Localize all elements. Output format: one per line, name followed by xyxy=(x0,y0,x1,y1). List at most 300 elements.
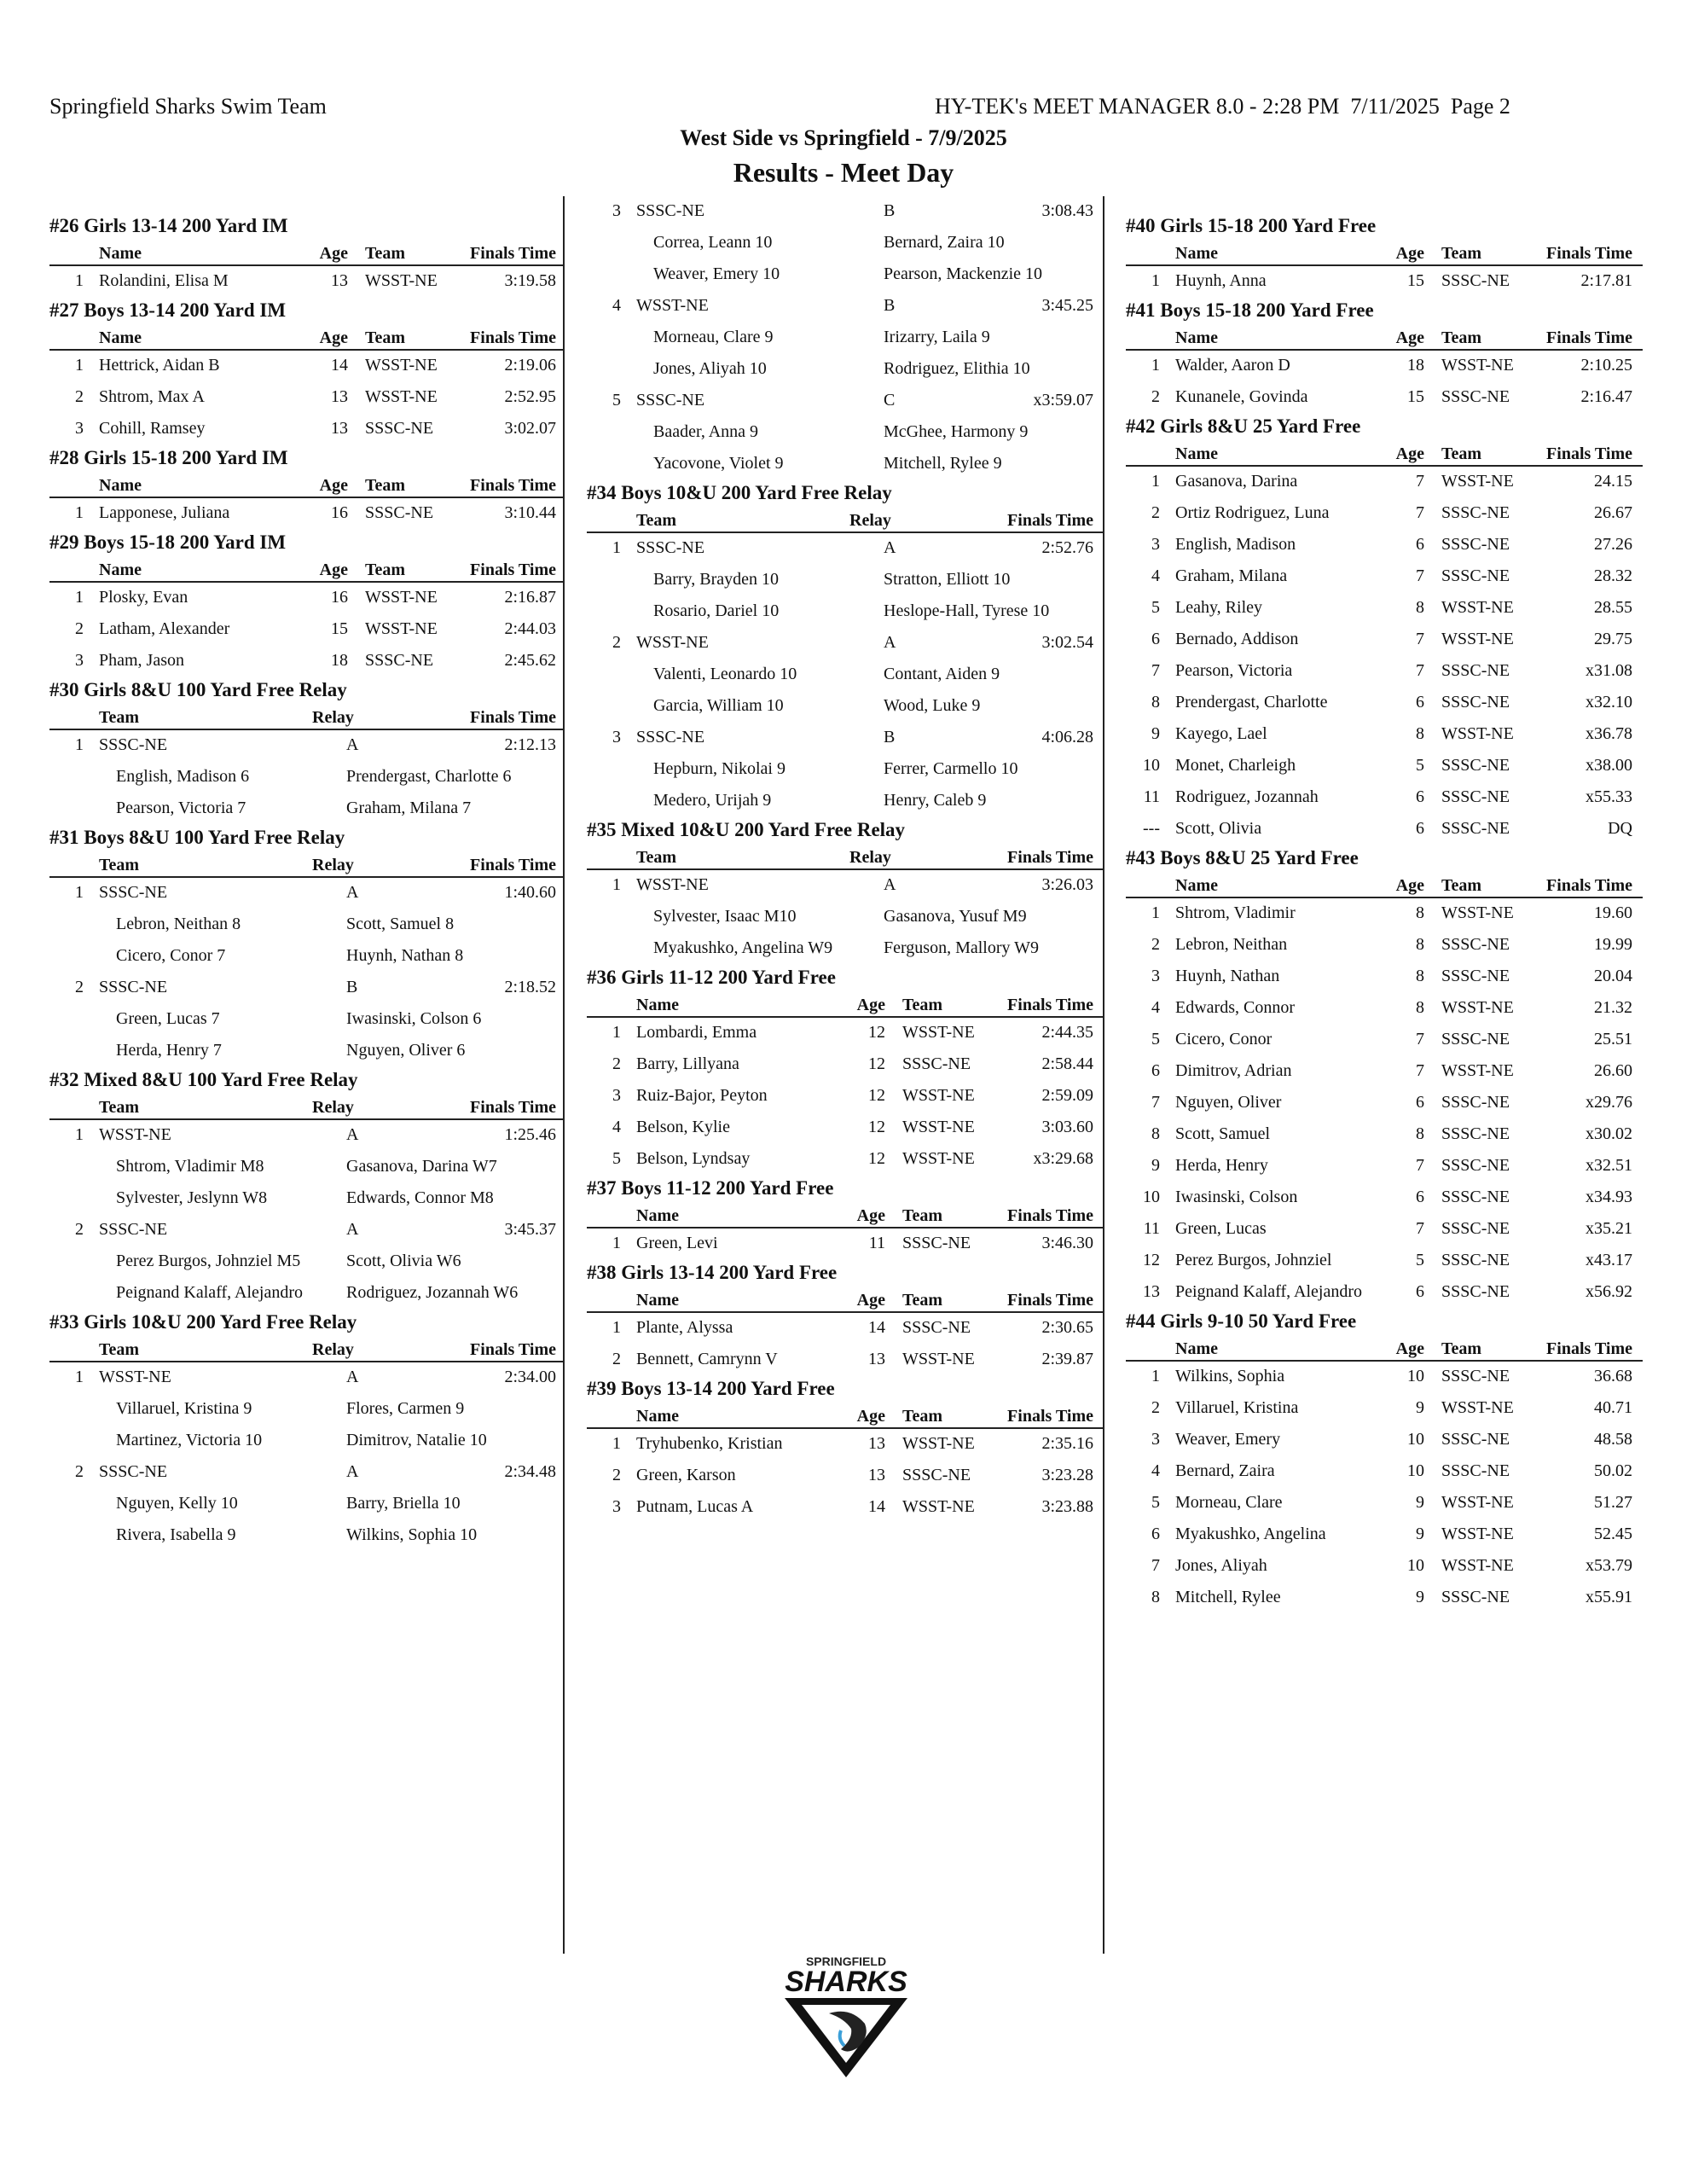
swimmer-name: Ortiz Rodriguez, Luna xyxy=(1175,503,1330,522)
team: SSSC-NE xyxy=(1441,756,1510,775)
col-time-header: Finals Time xyxy=(470,708,556,727)
col-time-header: Finals Time xyxy=(470,244,556,263)
finals-time: 2:45.62 xyxy=(504,651,556,670)
age: 10 xyxy=(1407,1367,1424,1385)
event-title: #30 Girls 8&U 100 Yard Free Relay xyxy=(49,679,347,700)
finals-time: 28.55 xyxy=(1594,598,1632,617)
logo-main-text: SHARKS xyxy=(785,1966,907,1998)
relay-swimmers-row xyxy=(49,1489,563,1520)
age: 18 xyxy=(331,651,348,670)
event-title: #38 Girls 13-14 200 Yard Free xyxy=(587,1262,838,1283)
swimmer-name: Lebron, Neithan xyxy=(1175,935,1288,954)
place: 11 xyxy=(1143,787,1160,806)
software-header: HY-TEK's MEET MANAGER 8.0 - 2:28 PM 7/11/2025 Page 2 xyxy=(935,94,1510,119)
col-relay-header: Relay xyxy=(312,856,354,874)
relay-team: SSSC-NE xyxy=(99,735,168,754)
col-team-header: Team xyxy=(1441,444,1482,463)
team: WSST-NE xyxy=(365,356,438,375)
result-row xyxy=(1126,467,1643,498)
relay-team: WSST-NE xyxy=(636,633,709,652)
place: 3 xyxy=(612,1086,621,1105)
age: 13 xyxy=(331,271,348,290)
place: --- xyxy=(1143,819,1160,838)
event-title: #39 Boys 13-14 200 Yard Free xyxy=(587,1378,835,1399)
col-age-header: Age xyxy=(319,328,348,347)
col-team-header: Team xyxy=(365,328,406,347)
finals-time: 19.99 xyxy=(1594,935,1632,954)
relay-swimmers-row xyxy=(587,228,1103,259)
relay-swimmer: Perez Burgos, Johnziel M5 xyxy=(116,1252,301,1270)
relay-row xyxy=(49,973,563,1004)
col-team-header: Team xyxy=(99,856,140,874)
event-title: #31 Boys 8&U 100 Yard Free Relay xyxy=(49,827,345,848)
swimmer-name: Putnam, Lucas A xyxy=(636,1497,754,1516)
col-team-header: Team xyxy=(365,476,406,495)
age: 7 xyxy=(1416,1061,1424,1080)
age: 5 xyxy=(1416,756,1424,775)
relay-swimmer: Dimitrov, Natalie 10 xyxy=(346,1431,487,1449)
event-block xyxy=(587,480,1103,817)
swimmer-name: Huynh, Anna xyxy=(1175,271,1267,290)
col-team-header: Team xyxy=(365,561,406,579)
team: SSSC-NE xyxy=(1441,1188,1510,1206)
age: 13 xyxy=(868,1434,885,1453)
team: WSST-NE xyxy=(1441,998,1514,1017)
place: 1 xyxy=(75,588,84,607)
place: 1 xyxy=(75,735,84,754)
table-header xyxy=(1126,871,1643,898)
col-team-header: Team xyxy=(99,1340,140,1359)
page-title: Results - Meet Day xyxy=(733,157,954,188)
relay-swimmer: Henry, Caleb 9 xyxy=(884,791,987,810)
finals-time: x43.17 xyxy=(1586,1251,1632,1269)
result-row xyxy=(587,1345,1103,1376)
result-row xyxy=(1126,498,1643,530)
team: WSST-NE xyxy=(1441,356,1514,375)
result-row xyxy=(587,1461,1103,1492)
event-title: #27 Boys 13-14 200 Yard IM xyxy=(49,299,287,321)
col-time-header: Finals Time xyxy=(470,328,556,347)
table-header xyxy=(587,990,1103,1018)
age: 12 xyxy=(868,1054,885,1073)
col-name-header: Name xyxy=(99,561,142,579)
finals-time: 2:44.03 xyxy=(504,619,556,638)
relay-swimmers-row xyxy=(587,259,1103,291)
relay-swimmers-row xyxy=(587,417,1103,449)
relay-letter: A xyxy=(346,1220,359,1239)
finals-time: 2:52.95 xyxy=(504,387,556,406)
age: 6 xyxy=(1416,1093,1424,1112)
age: 7 xyxy=(1416,472,1424,491)
table-header xyxy=(587,506,1103,533)
finals-time: 2:59.09 xyxy=(1041,1086,1093,1105)
col-age-header: Age xyxy=(856,1407,885,1426)
age: 9 xyxy=(1416,1493,1424,1512)
relay-letter: A xyxy=(346,1368,359,1386)
relay-swimmer: Medero, Urijah 9 xyxy=(653,791,772,810)
swimmer-name: Iwasinski, Colson xyxy=(1175,1188,1298,1206)
team: SSSC-NE xyxy=(1441,271,1510,290)
result-row xyxy=(1126,351,1643,382)
results-column-1 xyxy=(49,213,563,1552)
swimmer-name: Weaver, Emery xyxy=(1175,1430,1281,1449)
result-row xyxy=(587,1049,1103,1081)
table-header xyxy=(49,471,563,498)
place: 5 xyxy=(1151,1030,1160,1048)
swimmer-name: Plosky, Evan xyxy=(99,588,188,607)
result-row xyxy=(49,583,563,614)
col-time-header: Finals Time xyxy=(1546,1339,1632,1358)
table-header xyxy=(587,1286,1103,1313)
result-row xyxy=(1126,1182,1643,1214)
col-team-header: Team xyxy=(99,708,140,727)
finals-time: 25.51 xyxy=(1594,1030,1632,1048)
finals-time: 3:08.43 xyxy=(1041,201,1093,220)
age: 12 xyxy=(868,1086,885,1105)
team: WSST-NE xyxy=(1441,598,1514,617)
relay-row xyxy=(49,1457,563,1489)
place: 2 xyxy=(75,1220,84,1239)
event-block xyxy=(49,1310,563,1552)
age: 18 xyxy=(1407,356,1424,375)
team: SSSC-NE xyxy=(1441,787,1510,806)
age: 7 xyxy=(1416,1156,1424,1175)
finals-time: 29.75 xyxy=(1594,630,1632,648)
result-row xyxy=(1126,719,1643,751)
finals-time: 2:52.76 xyxy=(1041,538,1093,557)
col-name-header: Name xyxy=(1175,876,1218,895)
finals-time: x32.10 xyxy=(1586,693,1632,712)
relay-swimmer: Contant, Aiden 9 xyxy=(884,665,1000,683)
relay-swimmers-row xyxy=(587,786,1103,817)
table-header xyxy=(49,1335,563,1362)
relay-team: SSSC-NE xyxy=(636,391,705,410)
col-name-header: Name xyxy=(636,1206,679,1225)
team: SSSC-NE xyxy=(902,1466,971,1484)
place: 12 xyxy=(1143,1251,1160,1269)
event-title: #29 Boys 15-18 200 Yard IM xyxy=(49,531,287,553)
col-team-header: Team xyxy=(99,1098,140,1117)
result-row xyxy=(587,1228,1103,1260)
result-row xyxy=(1126,898,1643,930)
age: 7 xyxy=(1416,661,1424,680)
age: 6 xyxy=(1416,535,1424,554)
event-title: #34 Boys 10&U 200 Yard Free Relay xyxy=(587,482,892,503)
relay-swimmers-row xyxy=(49,909,563,941)
place: 1 xyxy=(1151,271,1160,290)
relay-row xyxy=(587,196,1103,228)
relay-letter: B xyxy=(884,728,896,746)
relay-swimmer: Sylvester, Jeslynn W8 xyxy=(116,1188,268,1207)
relay-swimmer: McGhee, Harmony 9 xyxy=(884,422,1029,441)
finals-time: 3:45.25 xyxy=(1041,296,1093,315)
relay-swimmers-row xyxy=(587,565,1103,596)
col-time-header: Finals Time xyxy=(1007,848,1093,867)
age: 6 xyxy=(1416,1188,1424,1206)
swimmer-name: Graham, Milana xyxy=(1175,566,1288,585)
swimmer-name: Green, Lucas xyxy=(1175,1219,1267,1238)
relay-letter: B xyxy=(346,978,358,996)
logo-top-text: SPRINGFIELD xyxy=(805,1955,887,1968)
relay-swimmer: Heslope-Hall, Tyrese 10 xyxy=(884,601,1050,620)
finals-time: 26.60 xyxy=(1594,1061,1632,1080)
team: WSST-NE xyxy=(1441,1061,1514,1080)
team: SSSC-NE xyxy=(902,1318,971,1337)
result-row xyxy=(1126,1025,1643,1056)
swimmer-name: Pearson, Victoria xyxy=(1175,661,1293,680)
relay-swimmer: Baader, Anna 9 xyxy=(653,422,759,441)
relay-swimmer: Nguyen, Oliver 6 xyxy=(346,1041,466,1060)
team: SSSC-NE xyxy=(1441,535,1510,554)
age: 8 xyxy=(1416,1124,1424,1143)
relay-swimmer: Green, Lucas 7 xyxy=(116,1009,220,1028)
relay-letter: A xyxy=(346,735,359,754)
finals-time: 27.26 xyxy=(1594,535,1632,554)
team: SSSC-NE xyxy=(365,503,434,522)
col-age-header: Age xyxy=(319,476,348,495)
relay-swimmer: Lebron, Neithan 8 xyxy=(116,915,241,933)
swimmer-name: Mitchell, Rylee xyxy=(1175,1588,1281,1606)
finals-time: 40.71 xyxy=(1594,1398,1632,1417)
team: SSSC-NE xyxy=(1441,661,1510,680)
relay-swimmer: Weaver, Emery 10 xyxy=(653,264,780,283)
relay-row xyxy=(49,1120,563,1152)
swimmer-name: Cicero, Conor xyxy=(1175,1030,1272,1048)
swimmer-name: Kunanele, Govinda xyxy=(1175,387,1308,406)
place: 1 xyxy=(612,1318,621,1337)
place: 5 xyxy=(612,1149,621,1168)
age: 14 xyxy=(868,1318,885,1337)
finals-time: 2:16.87 xyxy=(504,588,556,607)
relay-swimmer: Herda, Henry 7 xyxy=(116,1041,222,1060)
relay-swimmer: Shtrom, Vladimir M8 xyxy=(116,1157,264,1176)
place: 1 xyxy=(612,1434,621,1453)
result-row xyxy=(1126,1214,1643,1246)
age: 8 xyxy=(1416,903,1424,922)
age: 10 xyxy=(1407,1556,1424,1575)
result-row xyxy=(1126,1393,1643,1425)
swimmer-name: Barry, Lillyana xyxy=(636,1054,739,1073)
age: 13 xyxy=(331,419,348,438)
event-block xyxy=(1126,213,1643,298)
finals-time: 3:10.44 xyxy=(504,503,556,522)
age: 10 xyxy=(1407,1461,1424,1480)
place: 1 xyxy=(612,875,621,894)
finals-time: x3:29.68 xyxy=(1033,1149,1093,1168)
age: 7 xyxy=(1416,630,1424,648)
age: 8 xyxy=(1416,998,1424,1017)
relay-swimmers-row xyxy=(49,1152,563,1183)
relay-swimmer: Barry, Briella 10 xyxy=(346,1494,461,1513)
relay-team: SSSC-NE xyxy=(636,728,705,746)
event-title: #36 Girls 11-12 200 Yard Free xyxy=(587,967,836,988)
event-block xyxy=(49,298,563,445)
place: 1 xyxy=(612,538,621,557)
swimmer-name: Lapponese, Juliana xyxy=(99,503,230,522)
col-time-header: Finals Time xyxy=(1007,511,1093,530)
swimmer-name: English, Madison xyxy=(1175,535,1296,554)
results-column-3 xyxy=(1126,213,1643,1614)
swimmer-name: Kayego, Lael xyxy=(1175,724,1267,743)
team: SSSC-NE xyxy=(902,1054,971,1073)
col-age-header: Age xyxy=(1395,328,1424,347)
place: 2 xyxy=(612,633,621,652)
team: SSSC-NE xyxy=(1441,1461,1510,1480)
relay-letter: A xyxy=(884,633,896,652)
result-row xyxy=(587,1144,1103,1176)
table-header xyxy=(1126,239,1643,266)
result-row xyxy=(1126,624,1643,656)
event-block xyxy=(1126,845,1643,1309)
relay-swimmer: Edwards, Connor M8 xyxy=(346,1188,494,1207)
finals-time: x3:59.07 xyxy=(1033,391,1093,410)
swimmer-name: Green, Levi xyxy=(636,1234,718,1252)
relay-swimmer: Rivera, Isabella 9 xyxy=(116,1525,236,1544)
swimmer-name: Rodriguez, Jozannah xyxy=(1175,787,1319,806)
relay-letter: A xyxy=(346,1125,359,1144)
table-header xyxy=(49,239,563,266)
result-row xyxy=(1126,814,1643,845)
place: 4 xyxy=(1151,1461,1160,1480)
relay-swimmer: Pearson, Victoria 7 xyxy=(116,799,246,817)
event-block xyxy=(1126,1309,1643,1614)
relay-swimmer: English, Madison 6 xyxy=(116,767,250,786)
finals-time: 2:39.87 xyxy=(1041,1350,1093,1368)
finals-time: 3:46.30 xyxy=(1041,1234,1093,1252)
place: 1 xyxy=(1151,1367,1160,1385)
result-row xyxy=(1126,1151,1643,1182)
place: 3 xyxy=(75,651,84,670)
swimmer-name: Wilkins, Sophia xyxy=(1175,1367,1285,1385)
age: 8 xyxy=(1416,967,1424,985)
event-title: #35 Mixed 10&U 200 Yard Free Relay xyxy=(587,819,906,840)
relay-swimmers-row xyxy=(587,933,1103,965)
age: 9 xyxy=(1416,1398,1424,1417)
table-header xyxy=(49,1093,563,1120)
result-row xyxy=(587,1018,1103,1049)
team: WSST-NE xyxy=(902,1434,975,1453)
relay-swimmers-row xyxy=(587,902,1103,933)
result-row xyxy=(1126,1488,1643,1519)
relay-team: WSST-NE xyxy=(636,296,709,315)
finals-time: 2:44.35 xyxy=(1041,1023,1093,1042)
team: WSST-NE xyxy=(1441,1556,1514,1575)
age: 7 xyxy=(1416,1219,1424,1238)
age: 15 xyxy=(1407,387,1424,406)
col-age-header: Age xyxy=(1395,1339,1424,1358)
age: 5 xyxy=(1416,1251,1424,1269)
result-row xyxy=(1126,656,1643,688)
place: 6 xyxy=(1151,1525,1160,1543)
age: 12 xyxy=(868,1149,885,1168)
table-header xyxy=(587,1402,1103,1429)
age: 14 xyxy=(868,1497,885,1516)
place: 4 xyxy=(612,1118,621,1136)
place: 2 xyxy=(1151,935,1160,954)
team: WSST-NE xyxy=(902,1086,975,1105)
finals-time: 2:10.25 xyxy=(1580,356,1632,375)
col-time-header: Finals Time xyxy=(470,856,556,874)
swimmer-name: Rolandini, Elisa M xyxy=(99,271,229,290)
result-row xyxy=(49,498,563,530)
result-row xyxy=(49,646,563,677)
swimmer-name: Bernado, Addison xyxy=(1175,630,1299,648)
finals-time: 3:03.60 xyxy=(1041,1118,1093,1136)
place: 1 xyxy=(75,1368,84,1386)
finals-time: 50.02 xyxy=(1594,1461,1632,1480)
finals-time: 3:23.88 xyxy=(1041,1497,1093,1516)
event-title: #41 Boys 15-18 200 Yard Free xyxy=(1126,299,1374,321)
result-row xyxy=(1126,1583,1643,1614)
col-name-header: Name xyxy=(1175,444,1218,463)
relay-swimmer: Hepburn, Nikolai 9 xyxy=(653,759,786,778)
finals-time: 36.68 xyxy=(1594,1367,1632,1385)
team: WSST-NE xyxy=(902,1118,975,1136)
finals-time: 3:45.37 xyxy=(504,1220,556,1239)
col-time-header: Finals Time xyxy=(1007,996,1093,1014)
age: 16 xyxy=(331,503,348,522)
age: 12 xyxy=(868,1118,885,1136)
relay-swimmer: Prendergast, Charlotte 6 xyxy=(346,767,512,786)
team: WSST-NE xyxy=(1441,630,1514,648)
place: 5 xyxy=(1151,598,1160,617)
team: SSSC-NE xyxy=(1441,387,1510,406)
swimmer-name: Hettrick, Aidan B xyxy=(99,356,220,375)
finals-time: x35.21 xyxy=(1586,1219,1632,1238)
column-divider xyxy=(1103,196,1104,1954)
relay-swimmer: Gasanova, Yusuf M9 xyxy=(884,907,1027,926)
relay-swimmer: Rodriguez, Elithia 10 xyxy=(884,359,1030,378)
relay-swimmer: Flores, Carmen 9 xyxy=(346,1399,465,1418)
place: 11 xyxy=(1143,1219,1160,1238)
col-time-header: Finals Time xyxy=(1546,328,1632,347)
col-name-header: Name xyxy=(1175,244,1218,263)
col-age-header: Age xyxy=(856,1291,885,1310)
col-name-header: Name xyxy=(99,476,142,495)
result-row xyxy=(1126,688,1643,719)
event-block xyxy=(587,196,1103,480)
col-relay-header: Relay xyxy=(312,708,354,727)
result-row xyxy=(1126,1119,1643,1151)
result-row xyxy=(1126,1519,1643,1551)
relay-swimmers-row xyxy=(587,754,1103,786)
finals-time: 20.04 xyxy=(1594,967,1632,985)
finals-time: x55.91 xyxy=(1586,1588,1632,1606)
event-block xyxy=(587,1376,1103,1524)
swimmer-name: Jones, Aliyah xyxy=(1175,1556,1267,1575)
team: WSST-NE xyxy=(1441,1493,1514,1512)
relay-letter: B xyxy=(884,201,896,220)
age: 11 xyxy=(868,1234,885,1252)
team: WSST-NE xyxy=(1441,472,1514,491)
team: SSSC-NE xyxy=(1441,1093,1510,1112)
finals-time: 1:40.60 xyxy=(504,883,556,902)
swimmer-name: Morneau, Clare xyxy=(1175,1493,1283,1512)
event-title: #32 Mixed 8&U 100 Yard Free Relay xyxy=(49,1069,358,1090)
result-row xyxy=(587,1112,1103,1144)
swimmer-name: Green, Karson xyxy=(636,1466,736,1484)
relay-letter: A xyxy=(346,883,359,902)
swimmer-name: Belson, Lyndsay xyxy=(636,1149,751,1168)
place: 8 xyxy=(1151,1124,1160,1143)
age: 6 xyxy=(1416,819,1424,838)
col-time-header: Finals Time xyxy=(1546,244,1632,263)
relay-swimmer: Rodriguez, Jozannah W6 xyxy=(346,1283,519,1302)
relay-swimmer: Garcia, William 10 xyxy=(653,696,784,715)
relay-swimmers-row xyxy=(587,354,1103,386)
age: 9 xyxy=(1416,1588,1424,1606)
col-name-header: Name xyxy=(1175,328,1218,347)
